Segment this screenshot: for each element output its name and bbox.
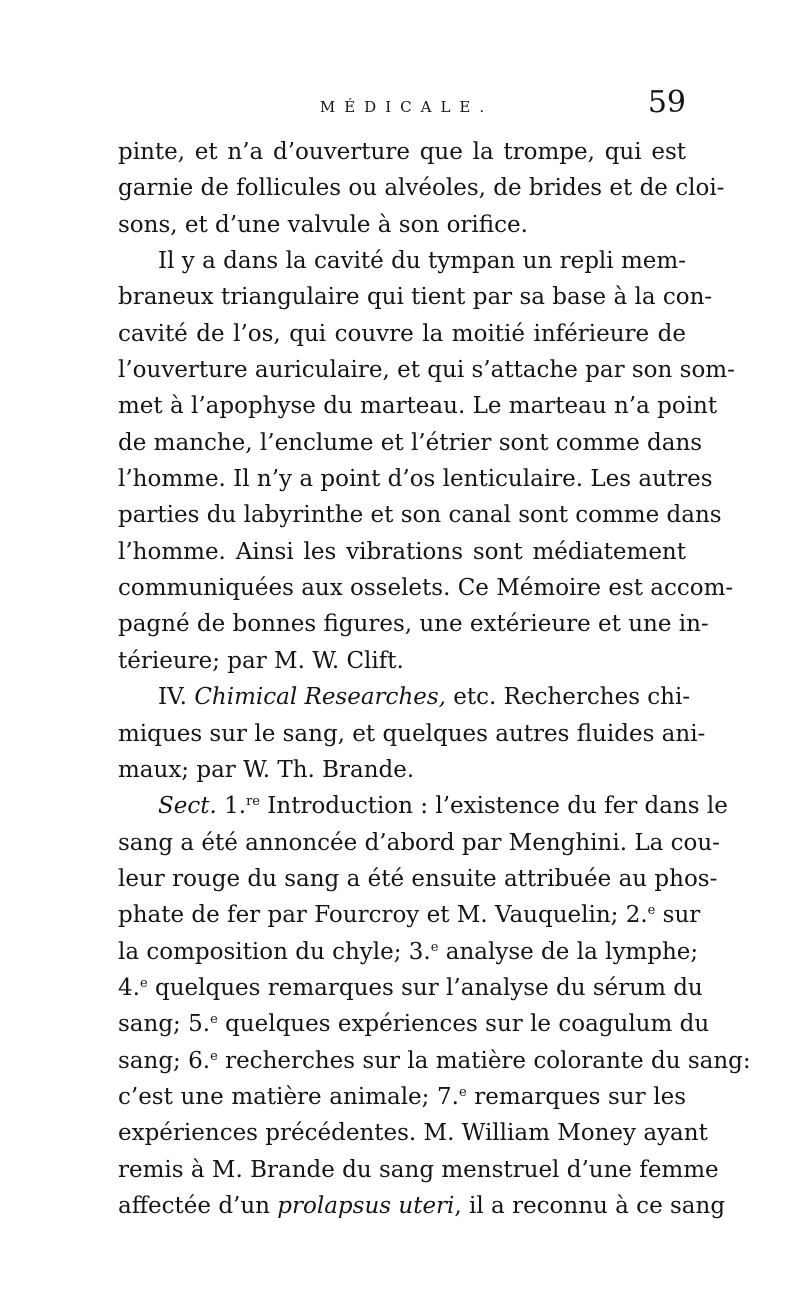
text-line (118, 1188, 726, 1224)
line-segment: remarques sur les (466, 1083, 687, 1110)
running-title: MÉDICALE. (319, 98, 494, 116)
text-line: térieure; par M. W. Clift. (118, 647, 404, 674)
text-line: Il y a dans la cavité du tympan un repli mem- (158, 248, 686, 275)
line-segment: analyse de la lymphe; (438, 938, 699, 965)
section-number: IV. (158, 684, 187, 711)
text-line: sons, et d’une valvule à son orifice. (118, 211, 528, 238)
line-segment: 4. (118, 974, 140, 1001)
body-text (118, 134, 751, 1224)
text-line: sang a été annoncée d’abord par Menghini. La cou- (118, 829, 720, 856)
line-segment: quelques remarques sur l’analyse du sérum du (147, 974, 703, 1001)
text-line: l’homme. Ainsi les vibrations sont médiatement (118, 538, 686, 565)
text-line (118, 897, 701, 933)
line-segment: phate de fer par Fourcroy et M. Vauquelin; 2. (118, 902, 648, 929)
text-line: communiquées aux osselets. Ce Mémoire est accom- (118, 575, 734, 602)
line-segment: Introduction : l’existence du fer dans le (260, 793, 728, 820)
ordinal-superscript: e (210, 1012, 218, 1028)
line-segment: c’est une matière animale; 7. (118, 1083, 459, 1110)
ordinal-superscript: e (430, 939, 439, 955)
line-segment: etc. Recherches chi- (445, 684, 691, 711)
text-line: expériences précédentes. M. William Money ayant (118, 1120, 708, 1147)
text-line: met à l’apophyse du marteau. Le marteau n’a point (118, 393, 718, 420)
text-line: pinte, et n’a d’ouverture que la trompe, qui est (118, 139, 686, 165)
ordinal-superscript: e (647, 903, 656, 919)
line-segment: sang; 5. (118, 1011, 211, 1038)
page-number: 59 (647, 85, 686, 120)
ordinal-superscript: e (139, 975, 148, 991)
text-line (118, 788, 728, 824)
text-line: braneux triangulaire qui tient par sa base à la con- (118, 284, 713, 311)
text-line (118, 1006, 710, 1042)
sect-label: Sect. (158, 793, 217, 820)
text-line (118, 1043, 751, 1079)
work-title: Chimical Researches, (194, 684, 446, 711)
text-line: cavité de l’os, qui couvre la moitié inférieure de (118, 320, 686, 347)
text-line (118, 679, 691, 715)
text-line: miques sur le sang, et quelques autres fluides ani- (118, 720, 706, 747)
text-line: pagné de bonnes figures, une extérieure et une in- (118, 611, 709, 638)
text-line (118, 1079, 686, 1115)
line-segment: recherches sur la matière colorante du sang: (217, 1047, 751, 1074)
line-segment: affectée d’un (118, 1192, 278, 1219)
text-line: maux; par W. Th. Brande. (118, 756, 415, 783)
text-line: l’ouverture auriculaire, et qui s’attache par son som- (118, 357, 735, 384)
text-line: garnie de follicules ou alvéoles, de brides et de cloi- (118, 175, 725, 202)
latin-term: prolapsus uteri (277, 1192, 455, 1219)
text-line: remis à M. Brande du sang menstruel d’une femme (118, 1156, 719, 1183)
text-line: de manche, l’enclume et l’étrier sont comme dans (118, 429, 703, 456)
text-line (118, 970, 703, 1006)
ordinal-superscript: e (210, 1048, 218, 1064)
line-segment: , il a reconnu à ce sang (454, 1192, 726, 1219)
line-segment: 1. (216, 793, 247, 820)
line-segment: sur (655, 902, 701, 929)
ordinal-superscript: re (246, 794, 260, 810)
text-line: parties du labyrinthe et son canal sont comme dans (118, 502, 722, 529)
text-line (118, 934, 699, 970)
line-segment: la composition du chyle; 3. (118, 938, 431, 965)
text-line: leur rouge du sang a été ensuite attribuée au phos- (118, 865, 718, 892)
line-segment: quelques expériences sur le coagulum du (217, 1011, 710, 1038)
line-segment: sang; 6. (118, 1047, 211, 1074)
ordinal-superscript: e (458, 1084, 467, 1100)
running-head (118, 85, 686, 126)
text-line: l’homme. Il n’y a point d’os lenticulaire. Les autres (118, 466, 713, 493)
